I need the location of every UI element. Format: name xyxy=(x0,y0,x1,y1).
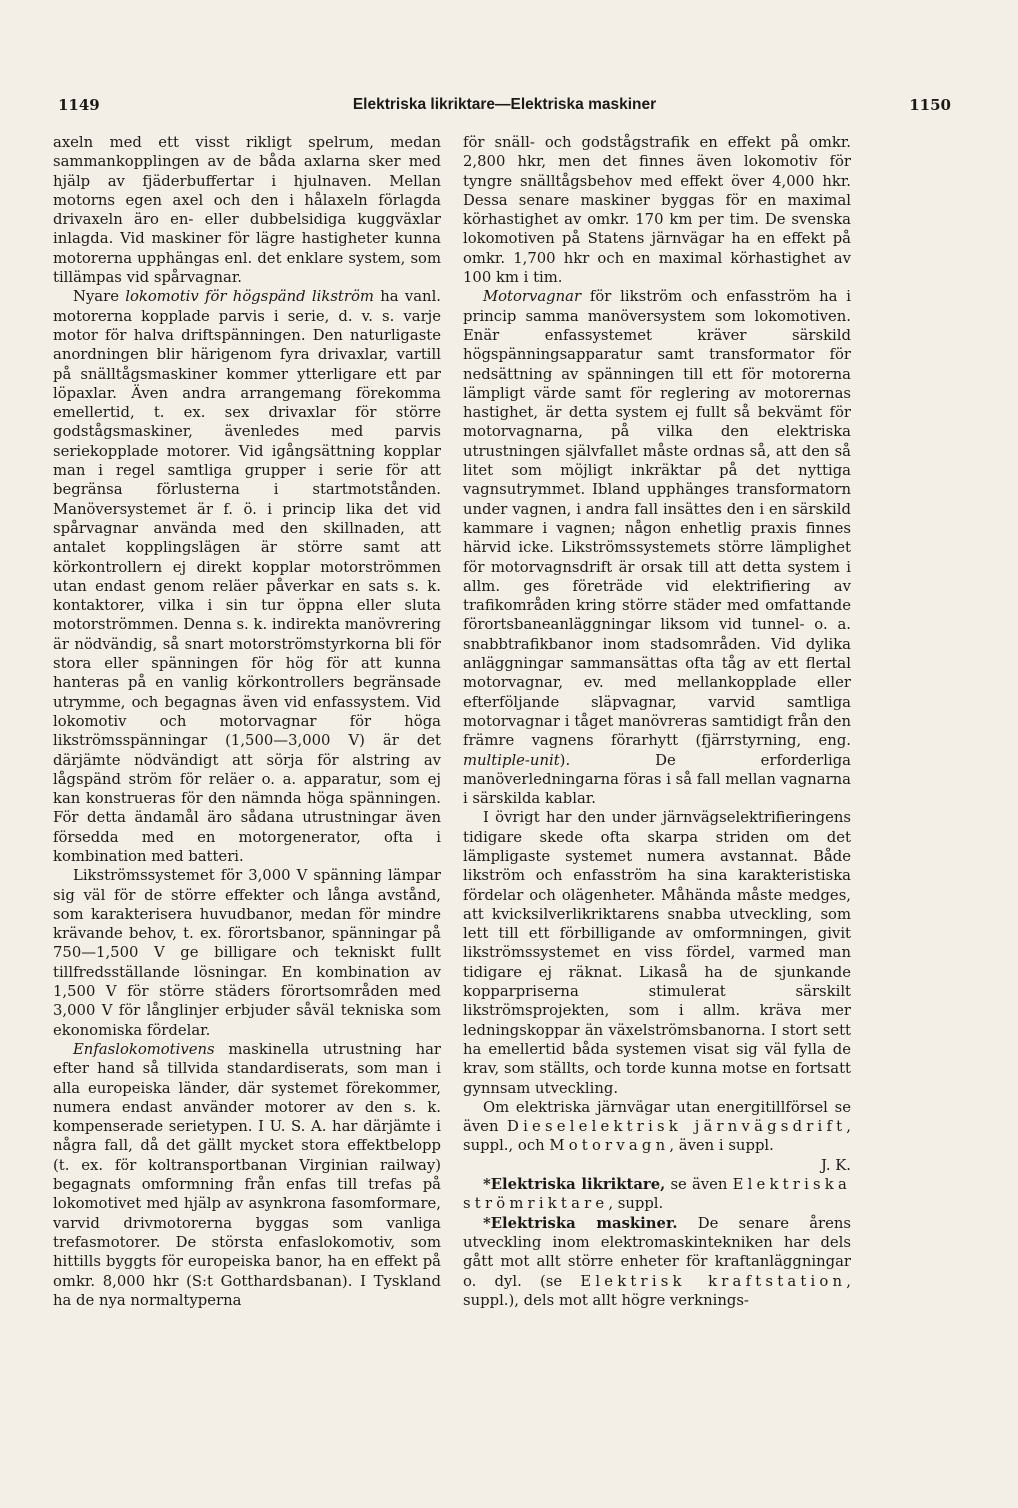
left-column xyxy=(53,133,441,1310)
emphasis: multiple-unit xyxy=(463,751,560,769)
paragraph: Om elektriska järnvägar utan energitillförsel se även Dieselelektrisk järnvägsdrift, suppl., och Motorvagn, även i suppl. xyxy=(463,1098,851,1155)
paragraph: för snäll- och godstågstrafik en effekt på omkr. 2,800 hkr, men det finnes även lokomotiv för tyngre snälltågsbehov med effekt över 4,000 hkr. Dessa senare maskiner byggas för en maximal körhastighet av omkr. 170 km per tim. De svenska lokomotiven på Statens järnvägar ha en effekt på omkr. 1,700 hkr och en maximal körhastighet av 100 km i tim. xyxy=(463,134,851,287)
author-signature: J. K. xyxy=(821,1156,851,1174)
page-number-left: 1149 xyxy=(58,96,100,114)
entry-elektriska-maskiner: *Elektriska maskiner. De senare årens utveckling inom elektromaskintekniken har dels gått mot allt större enheter för kraftanläggningar o. dyl. (se Elektrisk kraftstation, suppl.), dels mot allt högre verknings- xyxy=(463,1214,851,1309)
running-head: Elektriska likriktare—Elektriska maskiner xyxy=(352,96,657,113)
page-number-right: 1150 xyxy=(909,96,951,114)
emphasis: Motorvagnar xyxy=(483,288,582,306)
paragraph: Likströmssystemet för 3,000 V spänning lämpar sig väl för de större effekter och långa avstånd, som karakterisera huvudbanor, medan för mindre krävande behov, t. ex. förortsbanor, spänningar på 750—1,500 V ge billigare och tekniskt fullt tillfredsställande lösningar. En kombination av 1,500 V för större städers förortsområden med 3,000 V för långlinjer erbjuder såväl tekniska som ekonomiska fördelar. xyxy=(53,867,441,1039)
emphasis: Enfaslokomotivens xyxy=(73,1040,215,1058)
paragraph: axeln med ett visst rikligt spelrum, medan sammankopplingen av de båda axlarna sker med hjälp av fjäderbuffertar i hjulnaven. Mellan motorns egen axel och den i hålaxeln förlagda drivaxeln äro en- eller dubbelsidiga kuggväxlar inlagda. Vid maskiner för lägre hastigheter kunna motorerna upphängas enl. det enklare system, som tillämpas vid spårvagnar. xyxy=(53,134,441,287)
page-header xyxy=(58,96,951,120)
paragraph: Motorvagnar för likström och enfasström ha i princip samma manöversystem som lokomotiven. Enär enfassystemet kräver särskild högspänningsapparatur samt transformator för nedsättning av spänningen till ett för motorerna lämpligt värde samt för reglering av motorernas hastighet, är detta system ej fullt så bekvämt för motorvagnarna, på vilka den elektriska utrustningen självfallet måste ordnas så, att den så litet som möjligt inkräktar på det nyttiga vagnsutrymmet. Ibland upphänges transformatorn under vagnen, i andra fall insättes den i en särskild kammare i vagnen; någon enhetlig praxis finnes härvid icke. Likströmssystemets större lämplighet för motorvagnsdrift är orsak till att detta system i allm. ges företräde vid elektrifiering av trafikområden kring större städer med omfattande förortsbaneanläggningar liksom vid tunnel- o. a. snabbtrafikbanor inom stadsområden. Vid dylika anläggningar sammansättas ofta tåg av ett flertal motorvagnar, ev. med mellankopplade eller efterföljande släpvagnar, varvid samtliga motorvagnar i tåget manövreras samtidigt från den främre vagnens förarhytt (fjärrstyrning, eng. multiple-unit). De erforderliga manöverledningarna föras i så fall mellan vagnarna i särskilda kablar. xyxy=(463,288,851,808)
entry-headword: *Elektriska maskiner. xyxy=(483,1214,678,1232)
paragraph: Nyare lokomotiv för högspänd likström ha vanl. motorerna kopplade parvis i serie, d. v. s. varje motor för halva driftspänningen. Den naturligaste anordningen blir härigenom fyra drivaxlar, vartill på snälltågsmaskiner kommer ytterligare ett par löpaxlar. Även andra arrangemang förekomma emellertid, t. ex. sex drivaxlar för större godstågsmaskiner, ävenledes med parvis seriekopplade motorer. Vid igångsättning kopplar man i regel samtliga grupper i serie för att begränsa förlusterna i startmotstånden. Manöversystemet är f. ö. i princip lika det vid spårvagnar använda med den skillnaden, att antalet kopplingslägen är större samt att körkontrollern ej direkt kopplar motorströmmen utan endast genom reläer påverkar en sats s. k. kontaktorer, vilka i sin tur öppna eller sluta motorströmmen. Denna s. k. indirekta manövrering är nödvändig, så snart motorströmstyrkorna bli för stora eller spänningen för hög för att kunna hanteras på en vanlig körkontrollers begränsade utrymme, och begagnas även vid enfassystem. Vid lokomotiv och motorvagnar för höga likströmsspänningar (1,500—3,000 V) är det därjämte nödvändigt att sörja för alstring av lågspänd ström för reläer o. a. apparatur, som ej kan konstrueras för den nämnda höga spänningen. För detta ändamål äro sådana utrustningar även försedda med en motorgenerator, ofta i kombination med batteri. xyxy=(53,288,441,865)
cross-reference: Elektrisk kraftstation xyxy=(580,1272,847,1290)
emphasis: lokomotiv för högspänd likström xyxy=(125,288,374,306)
right-column xyxy=(463,133,851,1310)
paragraph: Enfaslokomotivens maskinella utrustning har efter hand så tillvida standardiserats, som man i alla europeiska länder, där systemet förekommer, numera endast använder motorer av den s. k. kompenserade serietypen. I U. S. A. har därjämte i några fall, då det gällt mycket stora effektbelopp (t. ex. för koltransportbanan Virginian railway) begagnats omformning från enfas till trefas på lokomotivet med hjälp av asynkrona fasomformare, varvid drivmotorerna byggas som vanliga trefasmotorer. De största enfaslokomotiv, som hittills byggts för europeiska banor, ha en effekt på omkr. 8,000 hkr (S:t Gotthardsbanan). I Tyskland ha de nya normaltyperna xyxy=(53,1040,441,1309)
entry-elektriska-likriktare: *Elektriska likriktare, se även Elektriska strömriktare, suppl. xyxy=(463,1176,851,1213)
entry-headword: *Elektriska likriktare, xyxy=(483,1176,666,1194)
paragraph: I övrigt har den under järnvägselektrifieringens tidigare skede ofta skarpa striden om det lämpligaste systemet numera avstannat. Både likström och enfasström ha sina karakteristiska fördelar och olägenheter. Måhända måste medges, att kvicksilverlikriktarens snabba utveckling, som lett till ett förbilligande av omformningen, givit likströmssystemet en viss fördel, varmed man tidigare ej räknat. Likaså ha de sjunkande kopparpriserna stimulerat särskilt likströmsprojekten, som i allm. kräva mer ledningskoppar än växelströmsbanorna. I stort sett ha emellertid båda systemen visat sig väl fylla de krav, som ställts, och torde kunna motse en fortsatt gynnsam utveckling. xyxy=(463,809,851,1097)
cross-reference: Elektriska strömriktare xyxy=(463,1176,851,1213)
cross-reference: Motorvagn xyxy=(549,1137,670,1155)
cross-reference: Dieselelektrisk järnvägsdrift xyxy=(507,1118,847,1136)
